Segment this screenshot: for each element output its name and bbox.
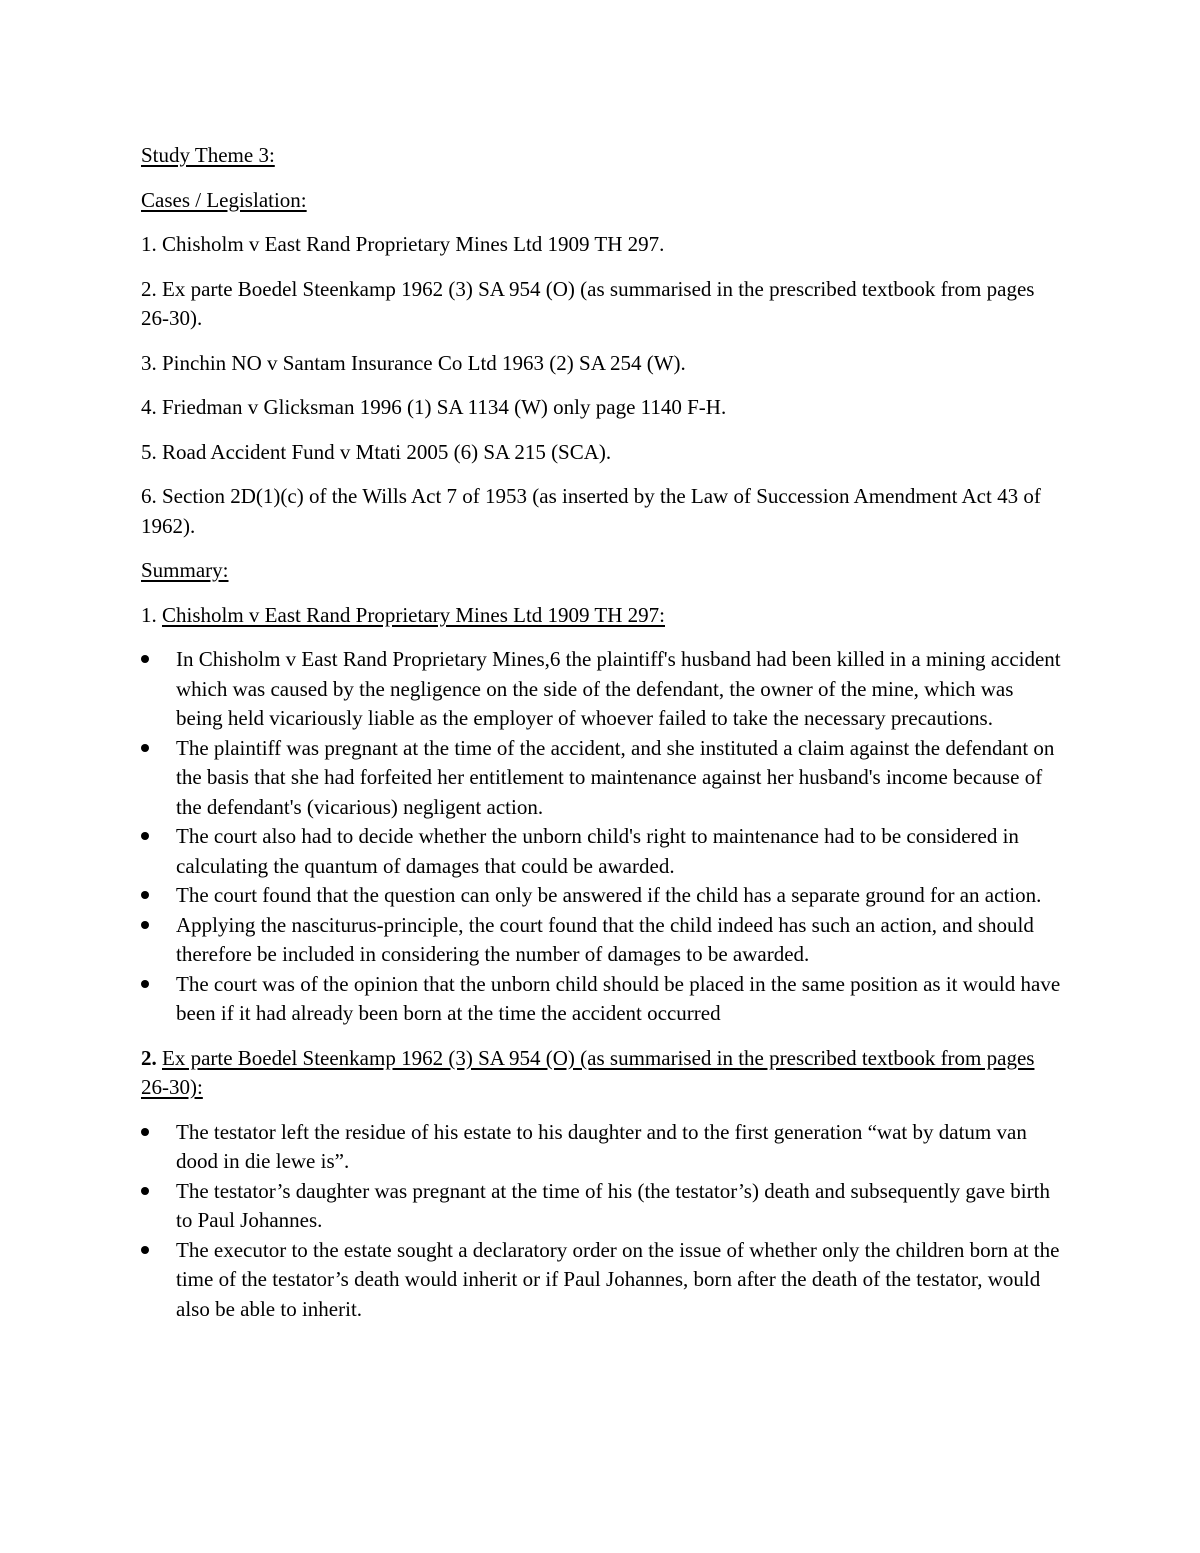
list-item: The plaintiff was pregnant at the time of the accident, and she instituted a claim against the defendant on the basis that she had forfeited her entitlement to maintenance against her husband's income because of the defendant's (vicarious) negligent action. — [141, 734, 1061, 823]
case-item-2: 2. Ex parte Boedel Steenkamp 1962 (3) SA 954 (O) (as summarised in the prescribed textbook from pages 26-30). — [141, 276, 1035, 330]
section-2-heading — [141, 1044, 1061, 1103]
list-item: The court found that the question can only be answered if the child has a separate ground for an action. — [141, 881, 1061, 911]
list-item: In Chisholm v East Rand Proprietary Mines,6 the plaintiff's husband had been killed in a mining accident which was caused by the negligence on the side of the defendant, the owner of the mine, which was being held vicariously liable as the employer of whoever failed to take the necessary precautions. — [141, 645, 1061, 734]
bullet-icon — [141, 980, 149, 988]
document-page — [141, 141, 1061, 1339]
summary-heading: Summary: — [141, 558, 229, 582]
bullet-icon — [141, 1246, 149, 1254]
section-2-number: 2. — [141, 1045, 162, 1070]
case-item-3: 3. Pinchin NO v Santam Insurance Co Ltd 1963 (2) SA 254 (W). — [141, 350, 686, 375]
list-item: Applying the nasciturus-principle, the court found that the child indeed has such an action, and should therefore be included in considering the number of damages to be awarded. — [141, 911, 1061, 970]
list-item: The testator left the residue of his estate to his daughter and to the first generation “wat by datum van dood in die lewe is”. — [141, 1118, 1061, 1177]
study-theme-heading: Study Theme 3: — [141, 143, 275, 167]
section-1-bullets — [141, 645, 1061, 1029]
section-1-number: 1. — [141, 602, 162, 627]
section-2-title: Ex parte Boedel Steenkamp 1962 (3) SA 954 (O) (as summarised in the prescribed textbook from pages 26-30): — [141, 1045, 1035, 1099]
list-item: The executor to the estate sought a declaratory order on the issue of whether only the children born at the time of the testator’s death would inherit or if Paul Johannes, born after the death of the testator, would also be able to inherit. — [141, 1236, 1061, 1325]
case-item-5: 5. Road Accident Fund v Mtati 2005 (6) SA 215 (SCA). — [141, 439, 612, 464]
case-item-1: 1. Chisholm v East Rand Proprietary Mines Ltd 1909 TH 297. — [141, 232, 665, 256]
bullet-icon — [141, 891, 149, 899]
section-2-bullets — [141, 1118, 1061, 1325]
bullet-icon — [141, 1128, 149, 1136]
list-item: The court was of the opinion that the unborn child should be placed in the same position as it would have been if it had already been born at the time the accident occurred — [141, 970, 1061, 1029]
bullet-icon — [141, 921, 149, 929]
case-item-6: 6. Section 2D(1)(c) of the Wills Act 7 of 1953 (as inserted by the Law of Succession Amendment Act 43 of 1962). — [141, 484, 1041, 538]
list-item: The testator’s daughter was pregnant at the time of his (the testator’s) death and subsequently gave birth to Paul Johannes. — [141, 1177, 1061, 1236]
bullet-icon — [141, 744, 149, 752]
list-item: The court also had to decide whether the unborn child's right to maintenance had to be considered in calculating the quantum of damages that could be awarded. — [141, 822, 1061, 881]
cases-heading: Cases / Legislation: — [141, 187, 307, 212]
case-item-4: 4. Friedman v Glicksman 1996 (1) SA 1134 (W) only page 1140 F-H. — [141, 395, 727, 419]
bullet-icon — [141, 832, 149, 840]
bullet-icon — [141, 1187, 149, 1195]
section-1-heading — [141, 601, 1061, 631]
bullet-icon — [141, 655, 149, 663]
section-1-title: Chisholm v East Rand Proprietary Mines Ltd 1909 TH 297: — [162, 602, 665, 627]
